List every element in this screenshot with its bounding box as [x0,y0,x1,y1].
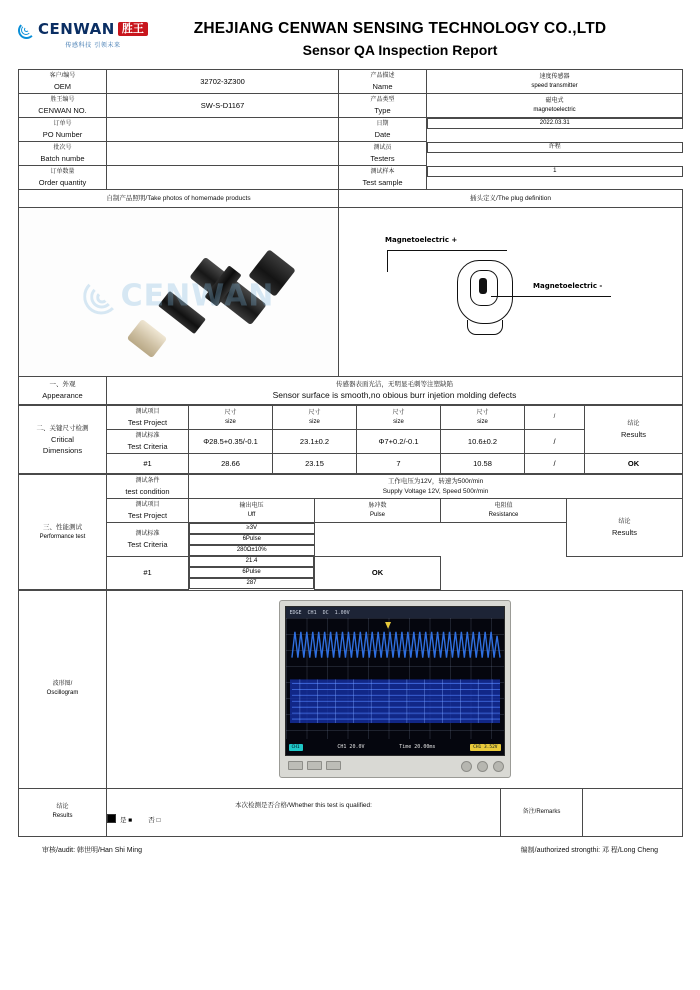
order-quantity-label-en: Order quantity [38,177,87,187]
critical-project-row [19,406,683,430]
critical-project-2: 尺寸 size [273,406,357,430]
name-label [339,70,427,94]
photo-row [19,208,683,377]
oscilloscope-frame [279,600,511,778]
cenwan-no-value: SW-S-D1167 [107,94,339,118]
critical-dimensions-table [18,405,683,474]
oscilloscope-knobs[interactable] [461,761,504,772]
plug-label-positive: Magnetoelectric + [385,236,458,245]
type-value [427,94,683,118]
osc-button-3[interactable] [326,761,341,770]
critical-criteria-1: Φ28.5+0.35/-0.1 [189,430,273,454]
date-value: 2022.03.31 [427,118,683,129]
type-label [339,94,427,118]
osc-top-1: EDGE [289,609,302,616]
qualified-yes-label: 是 ■ [120,817,133,825]
oscillogram-row [19,590,683,788]
po-number-label-cn: 订单号 [53,120,72,127]
plug-definition-header: 插头定义/The plug definition [339,190,683,208]
performance-project-3: 电阻值 Resistance [441,499,567,523]
critical-measured-5: / [525,454,585,474]
performance-measured-row [19,556,683,589]
testers-label [339,142,427,166]
critical-project-label: 测试项目 Test Project [107,406,189,430]
performance-measured-1: 21.4 [189,556,314,567]
product-photo [19,208,339,377]
order-quantity-label-cn: 订单数量 [50,168,75,175]
order-quantity-value [107,166,339,190]
critical-criteria-5: / [525,430,585,454]
critical-measured-3: 7 [357,454,441,474]
table-row [19,142,683,166]
critical-measured-1: 28.66 [189,454,273,474]
performance-measured-3: 287 [189,578,314,589]
type-value-en: magnetoelectric [533,106,576,113]
order-quantity-label [19,166,107,190]
product-photo-header: 自制产品照明/Take photos of homemade products [19,190,339,208]
company-logo [18,18,168,49]
type-label-en: Type [374,105,391,115]
plug-pin [479,278,487,294]
plug-lead-line-1 [387,250,507,251]
report-titles [178,18,682,61]
table-row [19,166,683,190]
cenwan-no-label-en: CENWAN NO. [38,105,87,115]
checked-box-icon[interactable] [107,814,116,823]
performance-sample-label: #1 [107,556,189,589]
name-value [427,70,683,94]
osc-button-2[interactable] [307,761,322,770]
test-sample-value: 1 [427,166,683,177]
po-number-label [19,118,107,142]
performance-project-2: 脉冲数 Pulse [315,499,441,523]
critical-criteria-3: Φ7+0.2/-0.1 [357,430,441,454]
critical-project-5: / [525,406,585,430]
po-number-label-en: PO Number [42,129,83,139]
critical-dimensions-label: 二、关键尺寸检测 Critical Dimensions [19,406,107,474]
authorizer-signature: 编制/authorized strongthi: 邓 程/Long Cheng [520,846,658,854]
oscillogram-label: 波形图/ Oscillogram [19,590,107,788]
photo-header-row [19,190,683,208]
critical-criteria-2: 23.1±0.2 [273,430,357,454]
performance-project-1: 输出电压 Uff [189,499,315,523]
qualified-no-option[interactable] [148,815,160,824]
critical-criteria-row [19,430,683,454]
critical-project-3: 尺寸 size [357,406,441,430]
performance-criteria-label: 测试标准 Test Criteria [107,523,189,557]
oscillogram-image-cell [107,590,683,788]
logo-badge: 胜王 [118,22,148,36]
qualified-yes-option[interactable] [107,814,132,824]
oscilloscope-waveform [286,618,504,740]
oem-label-en: OEM [53,81,72,91]
type-value-cn: 磁电式 [545,97,564,104]
oem-label [19,70,107,94]
critical-measured-row [19,454,683,474]
report-footer [18,837,682,855]
test-sample-label-cn: 测试样本 [370,168,395,175]
osc-knob-1[interactable] [461,761,472,772]
plug-label-negative: Magnetoelectric - [533,282,603,291]
plug-lead-drop-1 [387,250,388,272]
osc-scale-value: CH1 20.0V [337,744,365,751]
name-label-cn: 产品描述 [370,72,395,79]
table-row [19,118,683,142]
performance-condition-label: 测试条件 test condition [107,475,189,499]
oscilloscope-photo [107,600,682,778]
batch-number-label [19,142,107,166]
test-sample-label-en: Test sample [362,177,403,187]
appearance-text: 传感器表面光洁，无明显毛刺等注塑缺陷 Sensor surface is smooth,no obious burr injetion molding defects [107,377,683,405]
osc-trigger-value: CH1 3.52V [470,744,500,751]
performance-condition-row [19,475,683,499]
performance-results-label: 结论 Results [567,499,683,557]
remarks-value [583,788,683,836]
auditor-signature: 审核/audit: 韩世明/Han Shi Ming [42,846,142,854]
results-question-cell: 本次检测是否合格/Whether this test is qualified: 是 ■ 否 □ [107,788,501,836]
type-label-cn: 产品类型 [370,96,395,103]
oscilloscope-buttons[interactable] [288,761,341,770]
oem-value: 32702-3Z300 [107,70,339,94]
performance-project-row [19,499,683,523]
critical-project-4: 尺寸 size [441,406,525,430]
results-checkboxes[interactable] [107,814,500,824]
oscilloscope-topbar [286,607,504,618]
testers-label-cn: 测试员 [373,144,392,151]
oem-label-cn: 客户/编号 [49,72,76,79]
plug-lead-line-2 [491,296,611,297]
oscillogram-table [18,590,683,837]
date-label [339,118,427,142]
company-title: ZHEJIANG CENWAN SENSING TECHNOLOGY CO.,LTD [193,20,607,37]
date-label-cn: 日期 [376,120,389,127]
appearance-label: 一、外观 Appearance [19,377,107,405]
plug-diagram [339,208,682,376]
cenwan-no-label [19,94,107,118]
watermark-text: CENWAN [120,278,275,314]
name-value-en: speed transmitter [531,82,578,89]
critical-sample-label: #1 [107,454,189,474]
oscilloscope-screen [285,606,505,756]
qualified-no-label: 否 □ [148,816,161,824]
watermark-arcs-icon [83,279,117,313]
logo-wordmark: CENWAN [38,20,115,38]
osc-button-1[interactable] [288,761,303,770]
report-header [18,14,682,69]
osc-channel-tag: CH1 [289,744,303,751]
signal-arcs-icon [18,21,35,38]
testers-value: 许程 [427,142,683,153]
report-table [18,69,683,405]
cenwan-no-label-cn: 胜王编号 [50,96,75,103]
performance-criteria-1: ≥3V [189,523,315,534]
osc-time-value: Time 20.00ms [399,744,436,751]
name-label-en: Name [372,81,393,91]
critical-project-1: 尺寸 size [189,406,273,430]
report-title: Sensor QA Inspection Report [302,42,498,59]
table-row [19,94,683,118]
performance-test-table [18,474,683,590]
po-number-value [107,118,339,142]
performance-project-label: 测试项目 Test Project [107,499,189,523]
critical-measured-2: 23.15 [273,454,357,474]
sensor-tip [127,319,168,358]
critical-result-value: OK [585,454,683,474]
osc-top-4: 1.00V [334,609,350,616]
performance-criteria-3: 280Ω±10% [189,545,315,556]
table-row [19,70,683,94]
results-label: 结论 Results [19,788,107,836]
performance-result-value: OK [315,556,441,589]
osc-knob-3[interactable] [493,761,504,772]
oscilloscope-bottombar [286,739,504,755]
critical-results-label: 结论 Results [585,406,683,454]
performance-test-label: 三、性能测试 Performance test [19,475,107,590]
performance-condition-text: 工作电压为12V，转速为500r/min Supply Voltage 12V, Speed 500r/min [189,475,683,499]
plug-foot [467,320,503,335]
batch-number-label-cn: 批次号 [53,144,72,151]
appearance-row [19,377,683,405]
testers-label-en: Testers [370,153,395,163]
critical-measured-4: 10.58 [441,454,525,474]
batch-number-label-en: Batch numbe [40,153,85,163]
logo-tagline: 传感科技 引领未来 [65,42,121,49]
performance-measured-2: 6Pulse [189,567,314,578]
osc-top-2: CH1 [307,609,317,616]
results-row [19,788,683,836]
critical-criteria-4: 10.6±0.2 [441,430,525,454]
product-photo-image [19,208,338,376]
batch-number-value [107,142,339,166]
osc-knob-2[interactable] [477,761,488,772]
remarks-label: 备注/Remarks [501,788,583,836]
osc-top-3: DC [322,609,329,616]
name-value-cn: 速度传感器 [539,73,570,80]
watermark [83,278,275,313]
plug-definition-diagram [339,208,683,377]
date-label-en: Date [374,129,391,139]
critical-criteria-label: 测试标准 Test Criteria [107,430,189,454]
performance-criteria-2: 6Pulse [189,534,315,545]
test-sample-label [339,166,427,190]
